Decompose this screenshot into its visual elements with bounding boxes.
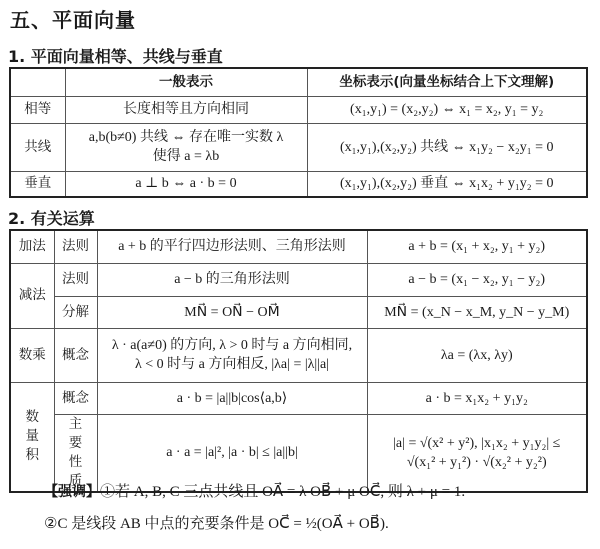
group-label: 数乘 [10, 328, 54, 382]
emphasis-tag: 【强调】 [44, 484, 100, 500]
table-row [10, 382, 587, 414]
row-label: 垂直 [10, 171, 65, 197]
group-label: 数量积 [10, 382, 54, 492]
type-label: 法则 [54, 263, 97, 296]
coord-line: |a| = √(x² + y²), |x₁x₂ + y₁y₂| ≤ [393, 435, 561, 451]
table-row [10, 230, 587, 263]
coord-cell: (x₁,y₁) = (x₂,y₂) ⇔ x₁ = x₂, y₁ = y₂ [307, 96, 587, 123]
table-row [10, 171, 587, 197]
general-line: λ < 0 时与 a 方向相反, |λa| = |λ||a| [134, 357, 330, 372]
coord-cell: MN⃗ = (x_N − x_M, y_N − y_M) [367, 296, 587, 328]
general-cell: a ⊥ b ⇔ a · b = 0 [65, 171, 307, 197]
general-cell: a · b = |a||b|cos⟨a,b⟩ [97, 382, 367, 414]
emphasis-line-2: ②C 是线段 AB 中点的充要条件是 OC⃗ = ½(OA⃗ + OB⃗). [44, 516, 389, 532]
coord-cell: a − b = (x₁ − x₂, y₁ − y₂) [367, 263, 587, 296]
row-label: 共线 [10, 123, 65, 171]
equality-collinear-perpendicular-table [9, 67, 588, 198]
table-row [10, 328, 587, 382]
type-label: 概念 [54, 382, 97, 414]
general-cell: a + b 的平行四边形法则、三角形法则 [97, 230, 367, 263]
coord-cell: λa = (λx, λy) [367, 328, 587, 382]
general-line: a,b(b≠0) 共线 ⇔ 存在唯一实数 λ [88, 130, 284, 145]
header-coord: 坐标表示(向量坐标结合上下文理解) [307, 68, 587, 96]
general-cell: a − b 的三角形法则 [97, 263, 367, 296]
section1-heading: 1. 平面向量相等、共线与垂直 [8, 47, 223, 66]
general-cell: MN⃗ = ON⃗ − OM⃗ [97, 296, 367, 328]
group-label: 减法 [10, 263, 54, 328]
table-row [10, 263, 587, 296]
general-line: 使得 a = λb [152, 149, 220, 164]
coord-cell: a + b = (x₁ + x₂, y₁ + y₂) [367, 230, 587, 263]
row-label: 相等 [10, 96, 65, 123]
type-label: 分解 [54, 296, 97, 328]
general-cell: a · a = |a|², |a · b| ≤ |a||b| [97, 414, 367, 492]
table-row [10, 296, 587, 328]
coord-cell: a · b = x₁x₂ + y₁y₂ [367, 382, 587, 414]
general-cell [65, 123, 307, 171]
general-line: λ · a(a≠0) 的方向, λ > 0 时与 a 方向相同, [111, 338, 353, 353]
group-label: 加法 [10, 230, 54, 263]
coord-cell: (x₁,y₁),(x₂,y₂) 垂直 ⇔ x₁x₂ + y₁y₂ = 0 [307, 171, 587, 197]
general-cell: 长度相等且方向相同 [65, 96, 307, 123]
table-header-row [10, 68, 587, 96]
type-label: 法则 [54, 230, 97, 263]
general-cell [97, 328, 367, 382]
table-row [10, 96, 587, 123]
header-general: 一般表示 [65, 68, 307, 96]
section2-heading: 2. 有关运算 [8, 209, 95, 228]
operations-table [9, 229, 588, 493]
coord-line: √(x₁² + y₁²) · √(x₂² + y₂²) [406, 454, 547, 470]
type-label: 概念 [54, 328, 97, 382]
page-title: 五、平面向量 [10, 8, 136, 32]
header-empty [10, 68, 65, 96]
emphasis-text: ①若 A, B, C 三点共线且 OA⃗ = λ OB⃗ + μ OC⃗, 则 λ + μ = 1. [100, 484, 466, 500]
coord-cell: (x₁,y₁),(x₂,y₂) 共线 ⇔ x₁y₂ − x₂y₁ = 0 [307, 123, 587, 171]
type-label: 主要性质 [54, 414, 97, 492]
emphasis-line-1 [44, 480, 465, 501]
table-row [10, 123, 587, 171]
